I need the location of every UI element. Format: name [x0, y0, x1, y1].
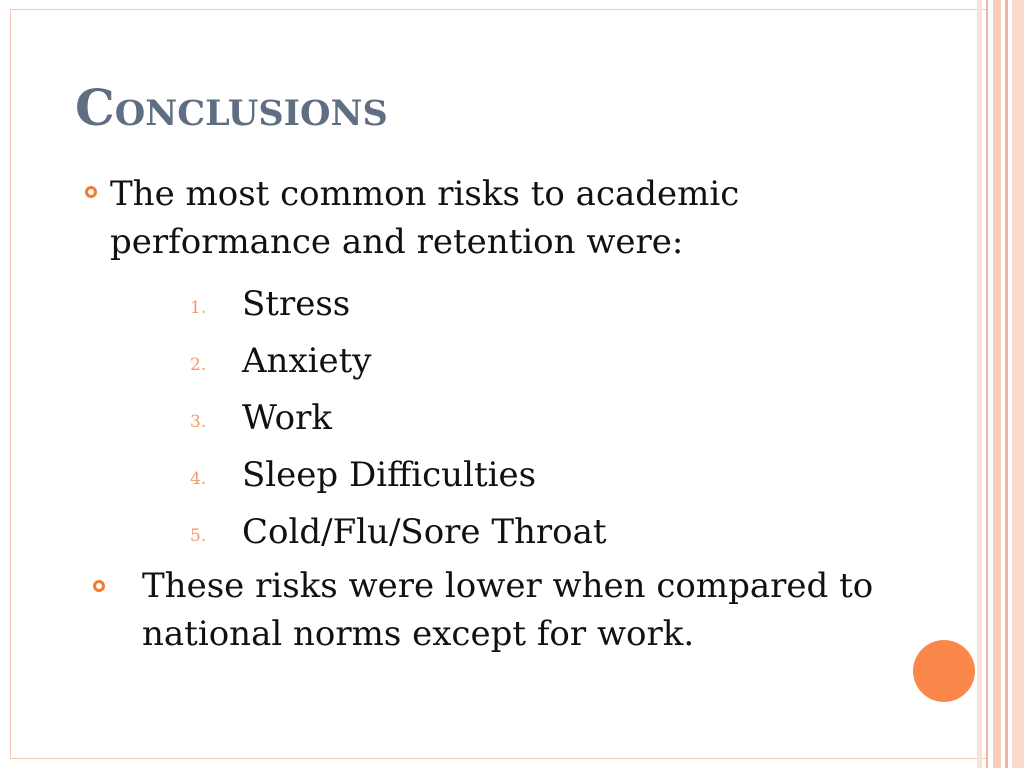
- list-item-text: Anxiety: [242, 340, 372, 381]
- list-item: [190, 446, 607, 503]
- list-number: 3.: [190, 411, 207, 432]
- list-item-text: Stress: [242, 283, 351, 324]
- right-stripe: [1012, 0, 1024, 768]
- right-stripe: [1005, 0, 1008, 768]
- list-number: 1.: [190, 297, 207, 318]
- list-number: 2.: [190, 354, 207, 375]
- numbered-list: [190, 275, 607, 560]
- frame-top-line: [10, 9, 986, 10]
- right-stripe: [986, 0, 988, 768]
- frame-left-line: [10, 9, 11, 759]
- bullet-ring-icon: [85, 186, 97, 198]
- list-item-text: Cold/Flu/Sore Throat: [242, 511, 607, 552]
- bullet-text: The most common risks to academic performance and retention were:: [110, 174, 740, 262]
- list-item: [190, 389, 607, 446]
- list-item-text: Sleep Difficulties: [242, 454, 537, 495]
- bullet-text: These risks were lower when compared to national norms except for work.: [142, 566, 874, 654]
- right-stripe: [977, 0, 982, 768]
- list-number: 4.: [190, 468, 207, 489]
- bullet-ring-icon: [93, 580, 105, 592]
- slide-title: Conclusions: [75, 78, 388, 137]
- list-number: 5.: [190, 525, 207, 546]
- decorative-circle: [913, 640, 975, 702]
- right-stripe: [993, 0, 1001, 768]
- list-item: [190, 275, 607, 332]
- frame-bottom-line: [10, 758, 986, 759]
- list-item-text: Work: [242, 397, 332, 438]
- list-item: [190, 503, 607, 560]
- list-item: [190, 332, 607, 389]
